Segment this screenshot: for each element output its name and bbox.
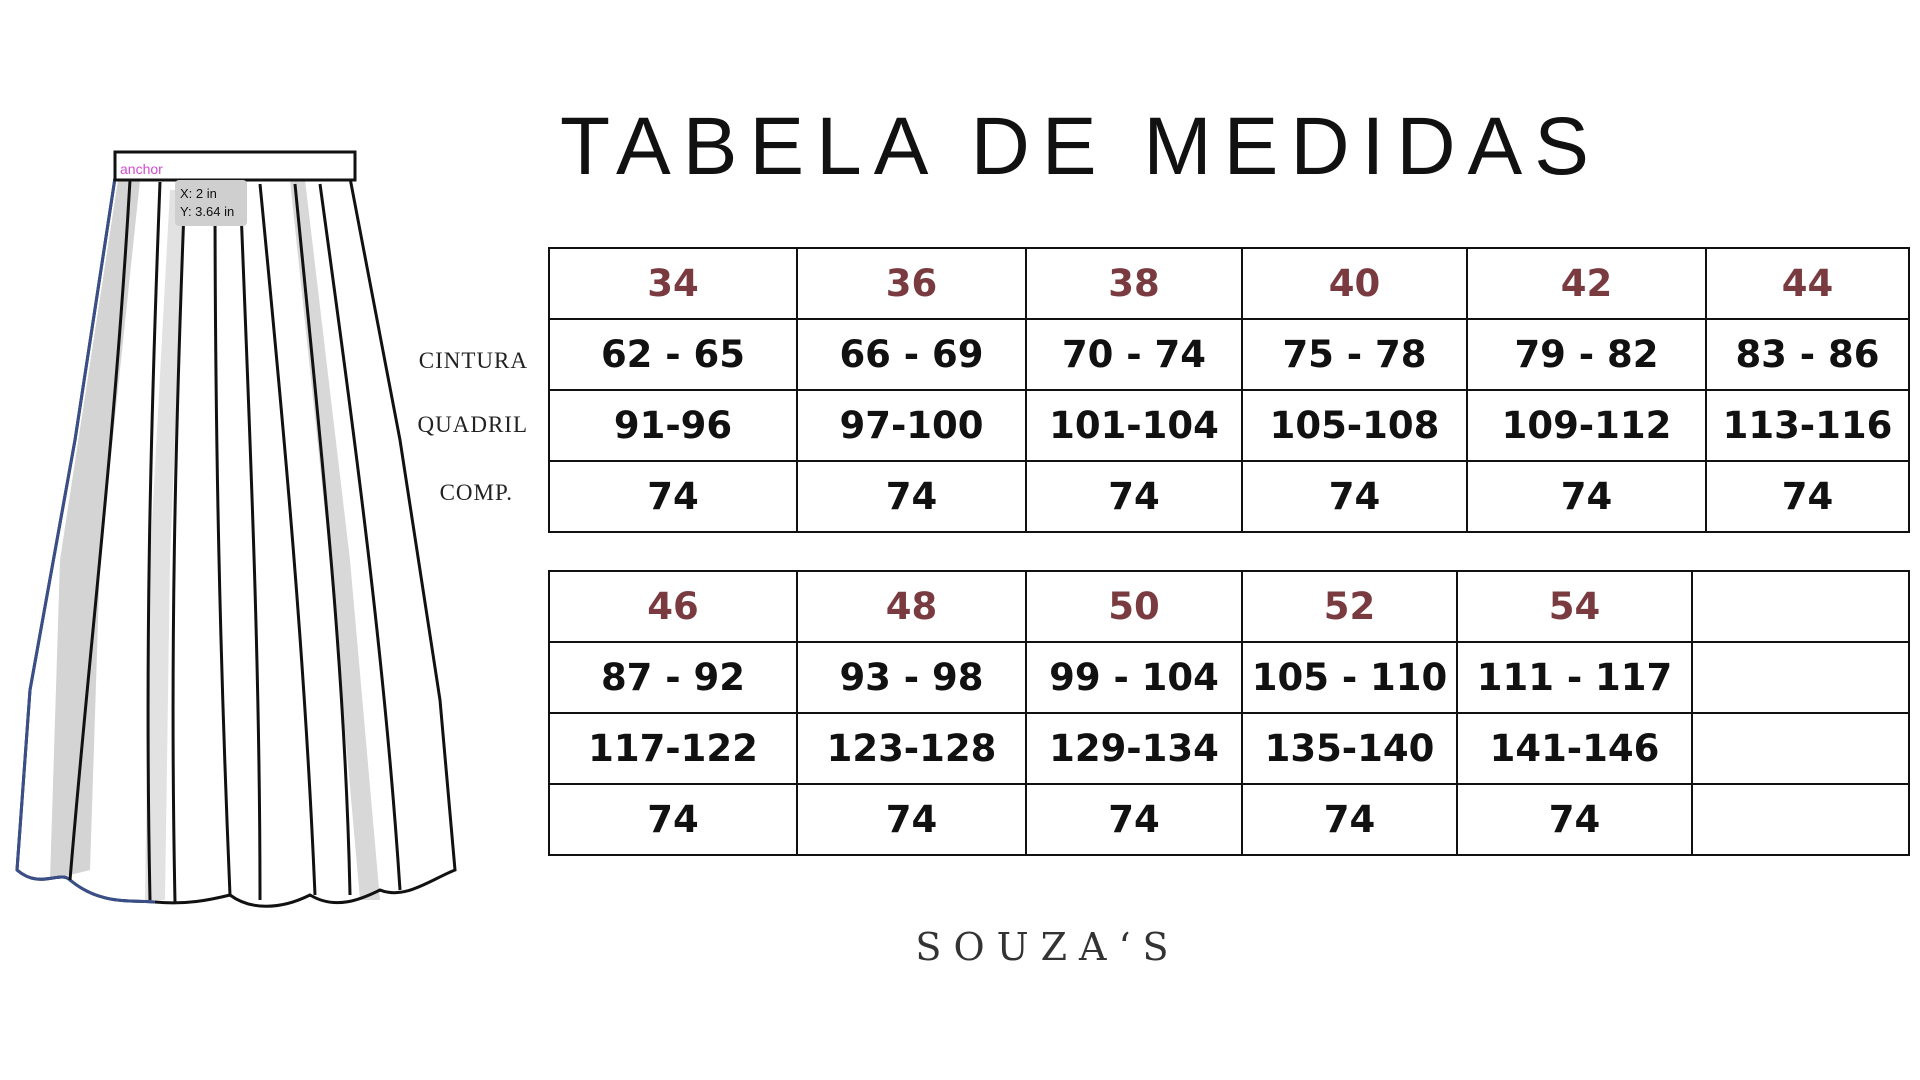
cintura-cell: 105 - 110 (1242, 642, 1457, 713)
size-cell: 34 (549, 248, 797, 319)
brand-text: SOUZA‘S (915, 925, 1181, 969)
size-cell: 48 (797, 571, 1026, 642)
quadril-row (549, 713, 1909, 784)
comp-cell: 74 (1026, 461, 1242, 532)
cintura-cell: 62 - 65 (549, 319, 797, 390)
comp-cell: 74 (797, 784, 1026, 855)
size-cell: 44 (1706, 248, 1909, 319)
size-row (549, 571, 1909, 642)
size-cell: 52 (1242, 571, 1457, 642)
empty-cell (1692, 784, 1909, 855)
cintura-cell: 99 - 104 (1026, 642, 1242, 713)
comp-cell: 74 (1467, 461, 1706, 532)
comp-cell: 74 (1242, 784, 1457, 855)
quadril-cell: 109-112 (1467, 390, 1706, 461)
page-title: TABELA DE MEDIDAS (560, 101, 1601, 192)
anchor-label: anchor (120, 161, 163, 177)
cintura-cell: 93 - 98 (797, 642, 1026, 713)
cintura-cell: 70 - 74 (1026, 319, 1242, 390)
comp-row (549, 784, 1909, 855)
quadril-cell: 135-140 (1242, 713, 1457, 784)
quadril-cell: 113-116 (1706, 390, 1909, 461)
row-label-cintura: CINTURA (418, 348, 528, 373)
tooltip-y: Y: 3.64 in (180, 204, 235, 219)
empty-cell (1692, 713, 1909, 784)
size-cell: 42 (1467, 248, 1706, 319)
quadril-cell: 129-134 (1026, 713, 1242, 784)
size-cell: 38 (1026, 248, 1242, 319)
quadril-cell: 105-108 (1242, 390, 1467, 461)
comp-cell: 74 (549, 784, 797, 855)
size-cell: 36 (797, 248, 1026, 319)
cintura-cell: 79 - 82 (1467, 319, 1706, 390)
cintura-row (549, 319, 1909, 390)
cintura-cell: 75 - 78 (1242, 319, 1467, 390)
cintura-cell: 111 - 117 (1457, 642, 1692, 713)
comp-cell: 74 (1706, 461, 1909, 532)
comp-cell: 74 (797, 461, 1026, 532)
size-table-1 (548, 247, 1910, 533)
quadril-cell: 123-128 (797, 713, 1026, 784)
brand-name (0, 925, 1920, 969)
comp-row (549, 461, 1909, 532)
comp-cell: 74 (1457, 784, 1692, 855)
quadril-cell: 91-96 (549, 390, 797, 461)
comp-cell: 74 (1026, 784, 1242, 855)
quadril-cell: 101-104 (1026, 390, 1242, 461)
size-table-2 (548, 570, 1910, 856)
comp-cell: 74 (549, 461, 797, 532)
skirt-illustration (0, 140, 470, 930)
empty-cell (1692, 642, 1909, 713)
quadril-cell: 97-100 (797, 390, 1026, 461)
row-label-quadril: QUADRIL (417, 412, 528, 437)
size-row (549, 248, 1909, 319)
cintura-cell: 66 - 69 (797, 319, 1026, 390)
quadril-cell: 117-122 (549, 713, 797, 784)
size-cell: 54 (1457, 571, 1692, 642)
size-cell: 50 (1026, 571, 1242, 642)
empty-cell (1692, 571, 1909, 642)
comp-cell: 74 (1242, 461, 1467, 532)
quadril-row (549, 390, 1909, 461)
size-cell: 40 (1242, 248, 1467, 319)
quadril-cell: 141-146 (1457, 713, 1692, 784)
cintura-cell: 87 - 92 (549, 642, 797, 713)
cintura-cell: 83 - 86 (1706, 319, 1909, 390)
row-label-comp: COMP. (439, 480, 513, 505)
size-cell: 46 (549, 571, 797, 642)
tooltip-x: X: 2 in (180, 186, 217, 201)
cintura-row (549, 642, 1909, 713)
